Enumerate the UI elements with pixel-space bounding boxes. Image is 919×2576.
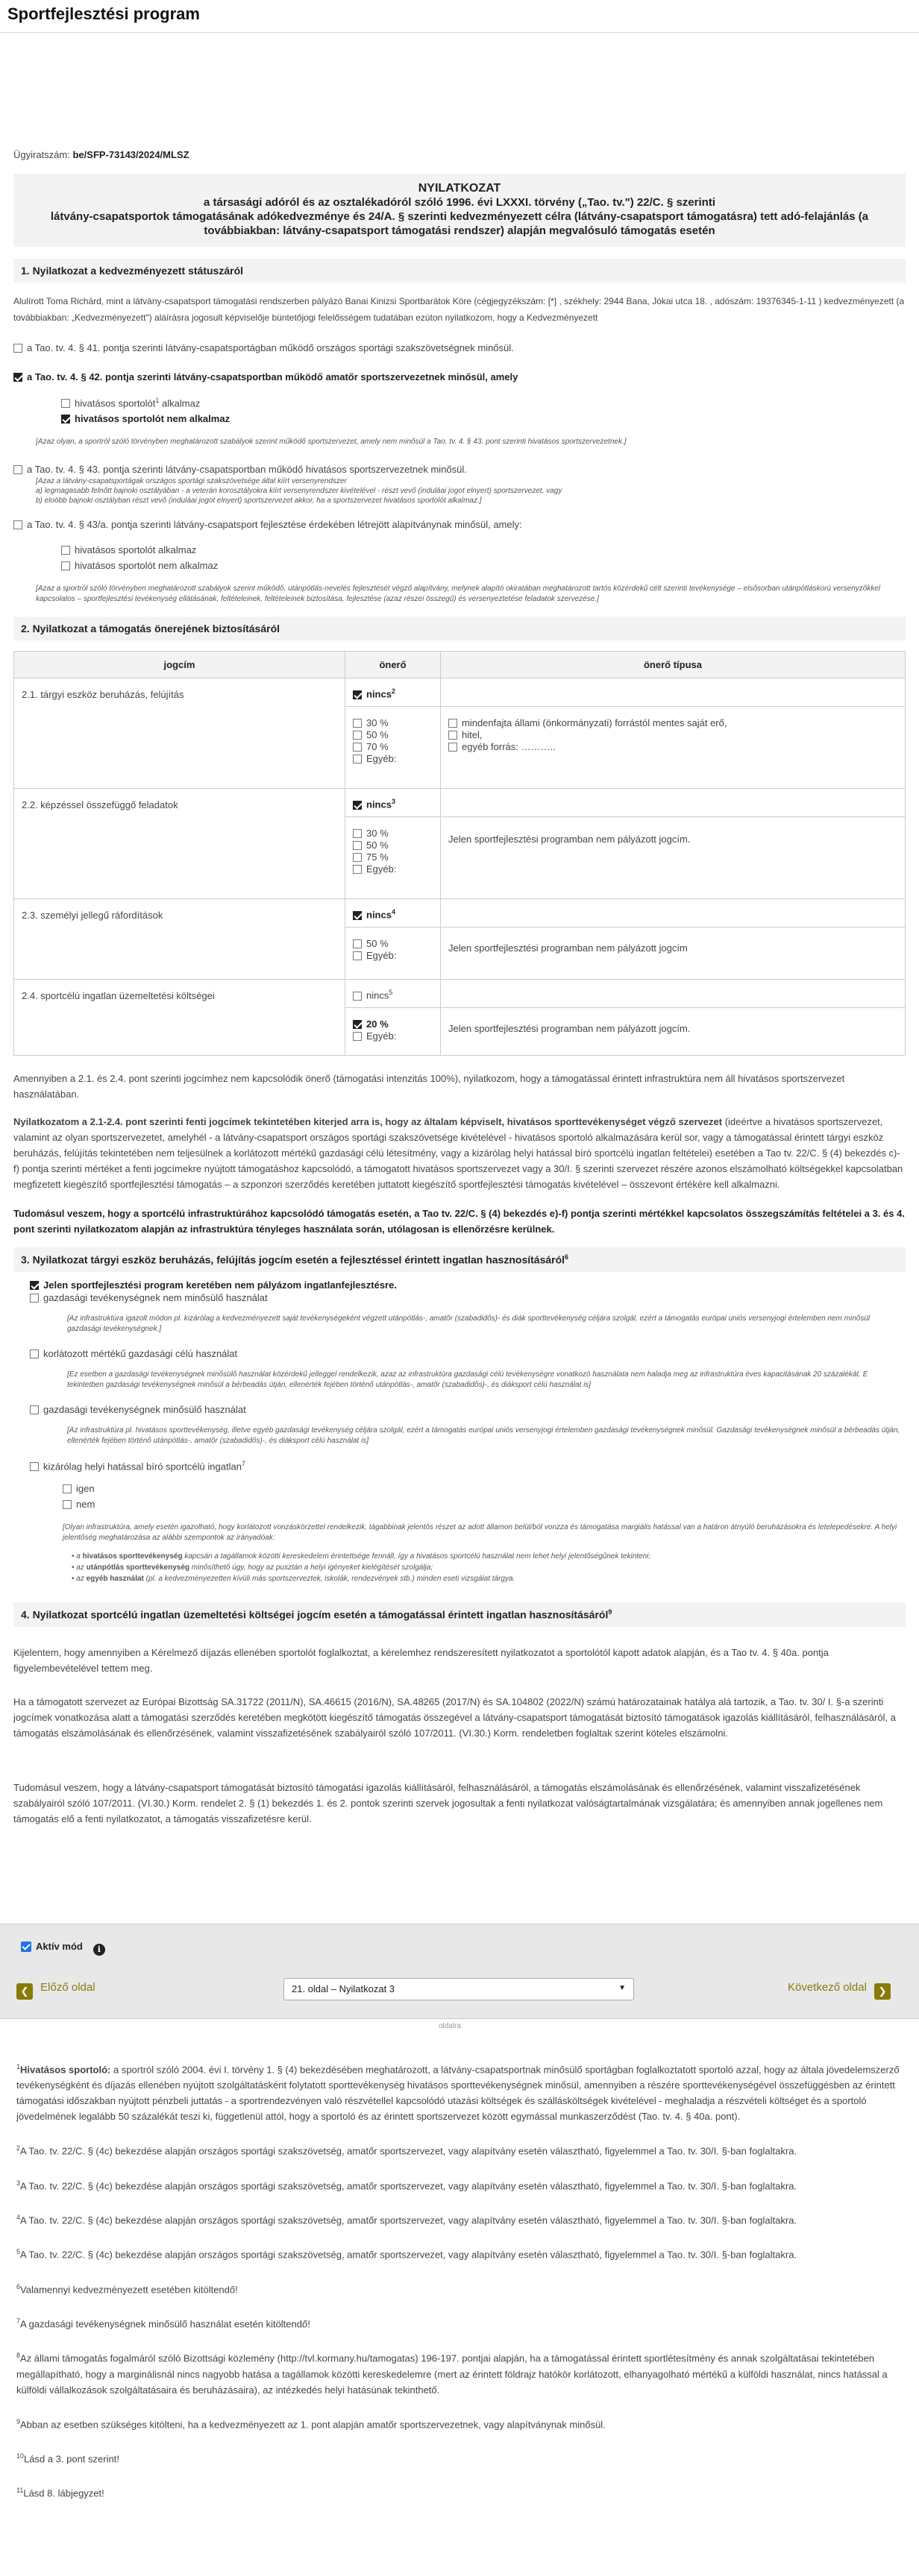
footnote-text: Abban az esetben szükséges kitölteni, ha a kedvezményezett az 1. pont alapján amatőr sportszervezetnek, vagy alapítványnak minősül. [20,2418,606,2430]
page-select-value: 21. oldal – Nyilatkozat 3 [292,1983,395,1994]
table-row [14,678,906,707]
row-name: 2.2. képzéssel összefüggő feladatok [14,789,345,899]
table-row [14,899,906,928]
footnote-number: 9 [16,2417,21,2425]
status-option-2[interactable] [13,371,906,382]
status-note-3a: [Azaz a látvány-csapatsportágak országos sportági szakszövetsége által kiírt versenyrendszer [36,477,347,486]
navigation-footer [0,1924,919,2019]
section-1-title: 1. Nyilatkozat a kedvezményezett státuszáról [13,259,906,283]
none-label: nincs [366,989,389,1001]
footnote-number: 3 [16,2179,21,2187]
status-note-3b: a) legmagasabb felnőtt bajnoki osztályában - a veterán korosztályokra kiírt versenyrendszer kivételével - részt vevő (induláai jogot elnyert) sportszervezet, vagy [36,487,562,496]
percent-label: 30 % [366,717,389,729]
footnote [16,2449,904,2466]
section-2-para-1: Amennyiben a 2.1. és 2.4. pont szerinti jogcímhez nem kapcsolódik önerő (támogatási intenzitás 100%), nyilatkozom, hogy a támogatással érintett infrastruktúra nem áll hivatásos sportszervezet használatában. [13,1073,845,1100]
checkbox[interactable] [353,719,362,728]
use-option-d2-label: nem [76,1499,95,1511]
status-option-2a[interactable]: hivatásos sportolót$^1$ alkalmaz [61,394,906,409]
status-option-3[interactable] [13,464,906,475]
percent-options [345,1008,441,1056]
top-bar [0,0,919,33]
col-header-tipus: önerő típusa [441,652,906,678]
bullet-rest: minősíthető úgy, hogy az pusztán a helyi igényeket kielégítését szolgálja; [189,1563,433,1572]
use-option-d1[interactable] [63,1482,906,1495]
footnote [16,2141,904,2158]
active-mode-checkbox[interactable] [21,1942,31,1952]
section-2-title: 2. Nyilatkozat a támogatás önerejének biztosításáról [13,617,906,640]
footnote-text: A Tao. tv. 22/C. § (4c) bekezdése alapján országos sportági szakszövetség, amatőr sportszervezet, vagy alapítvány esetén választható, figyelemmel a Tao. tv. 30/I. §-ban foglaltakra. [20,2179,797,2191]
percent-label: Egyéb: [366,753,397,765]
use-option-d1-label: igen [76,1483,95,1495]
footnote-text: Lásd a 3. pont szerint! [24,2453,119,2465]
next-page-button[interactable] [788,1981,891,2000]
source-label: mindenfajta állami (önkormányzati) forrástól mentes saját erő, [462,717,727,729]
footnote [16,2483,904,2501]
section-3-title-text: 3. Nyilatkozat tárgyi eszköz beruházás, felújítás jogcím esetén a fejlesztéssel érintett ingatlan hasznosításáról [21,1253,565,1266]
chevron-left-icon: ❮ [16,1983,33,2000]
footnote-text: A gazdasági tevékenységnek minősülő használat esetén kitöltendő! [20,2318,310,2330]
footnote-ref: 9 [608,1608,612,1616]
checkbox-checked[interactable] [353,801,362,810]
status-note-3c: b) eloöbb bajnoki osztályban részt vevő (induláai jogot elnyert) sportszervezet akkor, ha a sportszervezet hivatásos sportolót alkalmaz.] [36,497,482,506]
footnote-text: A Tao. tv. 22/C. § (4c) bekezdése alapján országos sportági szakszövetség, amatőr sportszervezet, vagy alapítvány esetén választható, figyelemmel a Tao. tv. 30/I. §-ban foglaltakra. [20,2214,797,2226]
page-select[interactable] [283,1978,634,2000]
checkbox[interactable] [13,344,22,353]
footnote-ref: 6 [565,1253,569,1262]
checkbox[interactable] [353,992,362,1001]
checkbox[interactable] [353,1032,362,1041]
status-option-1-label: a Tao. tv. 4. § 41. pontja szerinti látvány-csapatsportágban működő országos sportági szakszövetségnek minősül. [27,342,514,353]
footnote-number: 5 [16,2248,21,2256]
checkbox[interactable] [353,951,362,960]
footnote-number: 11 [16,2487,24,2495]
footnotes [16,2059,904,2501]
percent-label: 50 % [366,938,389,950]
list-item [72,1573,906,1584]
empty-cell [441,678,906,707]
status-option-1[interactable] [13,342,906,353]
none-label: nincs [366,688,392,700]
percent-option[interactable] [353,717,433,729]
not-applied-text: Jelen sportfejlesztési programban nem pályázott jogcím. [441,1008,906,1056]
percent-options [345,928,441,980]
footnote-ref: 2 [391,687,395,696]
source-option[interactable] [448,741,897,753]
percent-label: Egyéb: [366,1030,397,1042]
use-note-c: [Az infrastruktúra pl. hivatásos sporttevékenység, illetve egyéb gazdasági tevékenység céljára szolgál, ezért a támogatás európai uniós versenyjogi értelemben gazdasági tevékenységnek minősül. Gazdasági tevékenységnek minősül a bérbeadás útján, ellenérték fejében történő utánpótlás-, amatőr (szabadidős)-, és diáksport célú használat is] [67,1426,900,1445]
faded-label: oldalra [439,2022,462,2030]
status-option-2a-label: hivatásos sportolót [75,397,156,409]
footnote-text: Valamennyi kedvezményezett esetében kitöltendő! [20,2283,238,2295]
checkbox[interactable] [13,520,22,529]
use-note-b: [Ez esetben a gazdasági tevékenységnek minősülő használat közérdekű jelleggel rendelkezik, azaz az infrastruktúra gazdasági célú tevékenységre vonatkozó használata nem haladja meg az infrastruktúra éves kapacitásának 20 százalékát. E tekintetben gazdasági tevékenységnek minősül a bérbeadás útján, ellenérték fejében történő utánpótlás-, amatőr (szabadidős)-, és diáksport célú használat is] [67,1370,868,1389]
section-4-title [13,1602,906,1627]
section-2-para-2-bold: Nyilatkozatom a 2.1-2.4. pont szerinti fenti jogcímek tekintetében kiterjed arra is, hogy az általam képviselt, hivatásos sporttevékenységet végző szervezet [13,1116,723,1128]
no-property-option[interactable] [30,1279,906,1291]
checkbox[interactable] [353,743,362,752]
section-2-para-2 [13,1114,906,1192]
empty-cell [441,980,906,1008]
row-name: 2.3. személyi jellegű ráfordítások [14,899,345,980]
percent-option[interactable] [353,840,433,851]
checkbox[interactable] [353,939,362,948]
col-header-jogcim: jogcím [14,652,345,678]
source-options [441,707,906,789]
checkbox[interactable] [30,1405,39,1414]
checkbox[interactable] [353,853,362,862]
table-row [14,789,906,817]
checkbox[interactable] [353,731,362,740]
not-applied-text: Jelen sportfejlesztési programban nem pályázott jogcím [441,928,906,980]
active-mode-label: Aktív mód [36,1941,83,1952]
checkbox-checked[interactable] [30,1281,39,1290]
checkbox[interactable] [448,743,457,752]
checkbox-checked[interactable] [61,415,70,423]
percent-option[interactable] [353,753,433,765]
case-number-label: Ügyiratszám: [13,149,70,160]
status-option-4-label: a Tao. tv. 4. § 43/a. pontja szerinti látvány-csapatsport fejlesztése érdekében létrejött alapítványnak minősül, amely: [27,519,522,531]
section-4-para-1: Kijelentem, hogy amennyiben a Kérelmező díjazás ellenében sportolót foglalkoztat, a kérelemhez rendszeresített nyilatkozatot a sportolótól kapott adatok alapján, és a Tao tv. 4. § 40a. pontja figyelembevételével tettem meg. [13,1646,829,1674]
footnote-text: A Tao. tv. 22/C. § (4c) bekezdése alapján országos sportági szakszövetség, amatőr sportszervezet, vagy alapítvány esetén választható, figyelemmel a Tao. tv. 30/I. §-ban foglaltakra. [20,2249,797,2261]
status-option-2-label: a Tao. tv. 4. § 42. pontja szerinti látvány-csapatsportban működő amatőr sportszervezetnek minősül, amely [27,371,518,382]
prev-page-button[interactable] [16,1981,95,2000]
percent-label: 75 % [366,851,389,863]
not-applied-text: Jelen sportfejlesztési programban nem pályázott jogcím. [441,817,906,899]
checkbox-checked[interactable] [353,690,362,699]
footnote-ref: 3 [391,798,395,806]
list-item [72,1562,906,1573]
footnote-number: 7 [16,2317,21,2325]
footnote [16,2279,904,2297]
checkbox[interactable] [353,865,362,874]
percent-option[interactable] [353,1018,433,1030]
checkbox-checked[interactable] [13,373,22,382]
checkbox[interactable] [63,1500,72,1509]
status-option-2a-tail: alkalmaz [159,397,201,409]
checkbox-checked[interactable] [353,1020,362,1029]
source-label: egyéb forrás: ……….. [462,741,556,753]
section-2-para-2-rest: (ideértve a hivatásos sportszervezet, valamint az olyan sportszervezetet, amelyhél - a látvány-csapatsport országos sportági szakszövetsége kivételével - hivatásos sportoló alkalmazására kerül sor, vagy a támogatással érintett tárgyi eszköz beruházás, felújítás tekintetében nem teljesülnek a korlátozott mértékű gazdasági célú létesítmény, vagy a kizárólag helyi hatással bíró sportcélú ingatlan feltételei) esetében a Tao tv. 22/C. § (4) bekezdés c)-f) pontja szerinti mértéket a fenti jogcímekre nyújtott támogatáshoz kapcsolódó, a támogatott hivatásos sportszervezet vagy a 30/I. § szerinti szervezet részére azonos elszámolható költségekkel kapcsolatban megfizetett kiegészítő sportfejlesztési támogatás – a szponzori szerződés keretében juttatott kiegészítő sportfejlesztési támogatás kivételével – összevont értékére kell alkalmazni. [13,1116,903,1191]
declaration-subtitle-1: a társasági adóról és az osztalékadóról szóló 1996. évi LXXXI. törvény („Tao. tv.") 22/C. § szerinti [204,196,715,209]
no-property-label: Jelen sportfejlesztési program keretében nem pályázom ingatlanfejlesztésre. [43,1279,397,1291]
empty-cell [441,899,906,928]
checkbox[interactable] [13,465,22,474]
none-option[interactable] [345,899,441,928]
none-option[interactable] [345,980,441,1008]
percent-option[interactable] [353,729,433,741]
checkbox[interactable] [61,546,70,555]
percent-option[interactable] [353,938,433,950]
declaration-header [13,174,906,247]
use-option-b[interactable] [30,1348,906,1359]
section-4-para-3: Tudomásul veszem, hogy a látvány-csapatsport támogatását biztosító támogatási igazolás kiállításáról, felhasználásáról, a támogatás elszámolásának és ellenőrzésének, valamint visszafizetésének szabályairól szóló 107/2011. (VI.30.) Korm. rendelet 2. § (1) bekezdés 1. és 2. pontok szerinti szervek jogosultak a fenti nyilatkozat valóságtartalmának vizsgálatára; és amennyiben annak jogellenes nem támogatás elő a fenti nyilatkozatot, a támogatás visszafizetésre kerül. [13,1781,883,1824]
list-item: • a hivatásos sporttevékenység kapcsán a tagállamok közötti kereskedelem érintettsége fennáll, így a hivatásos sportcélú használat nem lehet helyi jelentőségűnek tekinteni; [72,1551,906,1562]
local-impact-bullets [72,1551,906,1584]
percent-label: Egyéb: [366,950,397,962]
checkbox[interactable] [63,1484,72,1493]
use-option-b-label: korlátozott mértékű gazdasági célú használat [43,1347,238,1359]
footnote-number: 10 [16,2451,25,2460]
percent-label: 30 % [366,828,389,840]
use-note-d: [Olyan infrastruktúra, amely esetén igazolható, hogy korlátozott vonzáskörzettel rendelkezik, tágabbinak jelentős részet az adott államon belül/ból vonzza és támogatása margiális hatással van a határon átnyúló beruházásokra és letelepedésekre. A helyi jelentőség meghatározása az alábbi szempontok az irányadóak: [63,1523,897,1543]
percent-label: 70 % [366,741,389,753]
status-option-2b[interactable] [61,412,906,425]
checkbox[interactable] [353,841,362,850]
none-option[interactable] [345,678,441,707]
info-icon[interactable]: i [93,1944,105,1956]
next-page-label: Következő oldal [788,1981,867,1994]
source-option[interactable] [448,717,897,729]
bullet-bold: utánpótlás sporttevékenység [86,1563,189,1572]
checkbox[interactable] [448,719,457,728]
active-mode-toggle[interactable] [21,1941,105,1956]
chevron-down-icon: ▼ [618,1984,626,1992]
use-option-a-label: gazdasági tevékenységnek nem minősülő használat [43,1291,268,1303]
percent-label: 20 % [366,1018,389,1030]
use-option-a[interactable] [30,1292,906,1303]
use-note-a: [Az infrastruktúra igazolt módon pl. kizárólag a kedvezményezett saját tevékenységeként végzett utánpótlás-, amatőr (szabadidős)- és diák sporttevékenység céljára szolgál, ezért a támogatás európai uniós versenyjogi értelemben nem minősül gazdasági tevékenységnek.] [67,1314,871,1333]
declaration-subtitle-2: látvány-csapatsportok támogatásának adókedvezménye és 24/A. § szerinti kedvezményezett célra (látvány-csapatsport támogatásra) tett adó-felajánlás (a továbbiakban: látvány-csapatsport támogatási rendszer) alapján megvalósuló támogatás esetén [50,210,869,237]
empty-cell [441,789,906,817]
status-option-4[interactable] [13,519,906,530]
table-row [14,980,906,1008]
footnote-ref: 5 [389,989,393,997]
section-1-intro: Alulírott Toma Richárd, mint a látvány-csapatsport támogatási rendszerben pályázó Banai Kinizsi Sportbarátok Köre (cégjegyzékszám: [*] , székhely: 2944 Bana, Jókai utca 18. , adószám: 19376345-1-11 ) kedvezményezett (a továbbiakban: „Kedvezményezett") aláírásra jogosult képviselője büntetőjogi felelősségem tudatában ezúton nyilatkozom, hogy a Kedvezményezett [13,296,905,323]
section-4-para-2: Ha a támogatott szervezet az Európai Bizottság SA.31722 (2011/N), SA.46615 (2016/N), SA.48265 (2017/N) és SA.104802 (2022/N) számú határozatainak hatálya alá tartozik, a Tao. tv. 30/ I. §-a szerinti jogcímek vonatkozása alatt a támogatási szerződés keretében megkötött kiegészítő támogatás összegével a látvány-csapatsport támogatását biztosító támogatások igazolás kiállításáról, felhasználásáról, a támogatás elszámolásának és ellenőrzésének, valamint visszafizetésének szabályairól szóló 107/2011. (VI.30.) Korm. rendeletben foglaltak szerint köteles elszámolni. [13,1695,896,1739]
use-option-c[interactable] [30,1404,906,1415]
footnote [16,2176,904,2194]
bullet-rest: (pl. a kedvezményezetten kívüli más sportszerveztek, iskolák, rendezvények stb.) minden eseti vizsgálat tárgya. [143,1575,515,1584]
percent-label: Egyéb: [366,863,397,875]
percent-options [345,817,441,899]
bullet-bold: egyéb használat [86,1575,144,1584]
footnote-number: 8 [16,2352,21,2360]
row-name: 2.1. tárgyi eszköz beruházás, felújítás [14,678,345,789]
footnote-ref: 7 [241,1459,245,1467]
declaration-title: NYILATKOZAT [418,182,501,195]
percent-option[interactable] [353,828,433,840]
checkbox[interactable] [448,731,457,740]
checkbox[interactable] [353,829,362,838]
percent-option[interactable] [353,741,433,753]
document-content [0,149,919,1824]
status-note-2: [Azaz olyan, a sportról szóló törvényben meghatározott szabályok szerint működő sportszervezet, amely nem minősül a Tao. tv. 4. § 43. pont szerinti hivatásos sportszervezetnek.] [36,438,627,447]
checkbox[interactable] [30,1350,39,1358]
footnote [16,2059,904,2124]
footnote-text: A Tao. tv. 22/C. § (4c) bekezdése alapján országos sportági szakszövetség, amatőr sportszervezet, vagy alapítvány esetén választható, figyelemmel a Tao. tv. 30/I. §-ban foglaltakra. [20,2145,797,2157]
bullet-pre: az [76,1563,87,1572]
checkbox[interactable] [30,1294,39,1303]
footnote [16,2314,904,2331]
percent-option[interactable] [353,851,433,863]
bullet-rest: kapcsán a tagállamok közötti kereskedelem érintettsége fennáll, így a hivatásos sportcélú használat nem lehet helyi jelentőségűnek tekinteni; [182,1552,651,1561]
checkbox[interactable] [353,755,362,763]
section-4-title-text: 4. Nyilatkozat sportcélú ingatlan üzemeltetési költségei jogcím esetén a támogatással érintett ingatlan hasznosításáról [21,1608,609,1621]
footnote-number: 6 [16,2282,21,2290]
status-option-4b[interactable] [61,559,906,572]
percent-option[interactable] [353,950,433,962]
status-option-4a[interactable] [61,544,906,556]
case-number-value: be/SFP-73143/2024/MLSZ [72,149,189,160]
percent-option[interactable] [353,863,433,875]
status-option-2b-label: hivatásos sportolót nem alkalmaz [75,413,230,425]
footnote-text: a sportról szóló 2004. évi I. törvény 1. § (4) bekezdésében meghatározott, a látvány-csapatsportnak minősülő sportágban foglalkoztatott sportoló azzal, hogy az általa jövedelemszerző tevékenységként és díjazás ellenében nyújtott szolgáltatásként folytatott sporttevékenység hivatásos sporttevékenységnek minősül, amennyiben a részére sporttevékenységével összefüggésben az érintett támogatási időszakban nyújtott pénzbeli juttatás - a sportrendezvényen való részvétellel kapcsolódó utazási költségek és szállásköltségek kivételével - meghaladja a részvételi költséget és a sportoló jövedelmének legalább 50 százalékát teszi ki, függetlenül attól, hogy a sportoló és az érintett sportszervezet között egymással munkaszerződést (Tao. tv. 4. § 40a. pont). [16,2064,900,2123]
footnote [16,2210,904,2228]
checkbox[interactable] [30,1462,39,1471]
use-option-d-label: kizárólag helyi hatással bíró sportcélú ingatlan [43,1461,242,1473]
source-option[interactable] [448,729,897,741]
use-option-c-label: gazdasági tevékenységnek minősülő használat [43,1403,246,1415]
footnote-text: Lásd 8. lábjegyzet! [23,2487,104,2499]
footnote-number: 1 [16,2063,21,2070]
footnote-text: Az állami támogatás fogalmáról szóló Bizottsági közlemény (http://tvl.kormany.hu/tamogatas) 196-197. pontjai alapján, ha a támogatással érintett sportlétesítmény és annak szolgáltatásai tekintetében megállapítható, hogy a marginálisnál nincs nagyobb hatása a tagállamok közötti kereskedelemre (mert az érintett földrajz hatókör korlátozott, elhanyagolható mértékű a külföldi használat, nincs hatással a külföldi vállalkozások szolgáltatásaira és beruházásaira), az intézkedés helyi hatásúnak tekinthető. [16,2352,888,2396]
col-header-onero: önerő [345,652,441,678]
status-option-3-label: a Tao. tv. 4. § 43. pontja szerinti látvány-csapatsportban működő hivatásos sportszervezetnek minősül. [27,464,467,476]
none-label: nincs [366,799,392,810]
footnote-number: 4 [16,2213,21,2221]
footnote [16,2244,904,2262]
app-title: Sportfejlesztési program [7,4,200,23]
footnote [16,2348,904,2397]
footnote [16,2414,904,2432]
none-option[interactable] [345,789,441,817]
own-contribution-table [13,651,906,1056]
section-2-para-3: Tudomásul veszem, hogy a sportcélú infrastruktúrához kapcsolódó támogatás esetén, a Tao tv. 22/C. § (4) bekezdés e)-f) pontja szerinti mértékkel kapcsolatos összegszámítás feltételei a 3. és 4. pont szerinti nyilatkozatom alapján az infrastruktúra tényleges használata során, utólagosan is ellenőrzésre kerülnek. [13,1208,905,1235]
checkbox-checked[interactable] [353,911,362,920]
footnote-bold: Hivatásos sportoló: [20,2064,111,2076]
bullet-pre: az [76,1575,87,1584]
footnote-ref: 4 [391,908,395,916]
footnote-number: 2 [16,2144,21,2153]
use-option-d[interactable] [30,1460,906,1472]
status-option-4a-label: hivatásos sportolót alkalmaz [75,544,197,556]
checkbox[interactable] [61,561,70,570]
checkbox[interactable] [61,399,70,408]
none-label: nincs [366,909,392,921]
status-note-4: [Azaz a sportról szóló törvényben meghatározott szabályok szerint működő, utánpótlás-nevelés fejlesztését végző alapítvány, melynek alapító okiratában meghatározott tartós közérdekű célt szerinti tevékenysége – elsősorban utánpótláskorú versenyzőkkel kapcsolatos – sportfejlesztési tevékenység ellátásának, feltételeinek, feltételeinek biztosítása, fejlesztése (azaz részei összegű) és versenyeztetése feladatok szervezése.] [36,585,881,604]
section-3-title [13,1247,906,1272]
case-number [13,149,906,160]
bullet-bold: hivatásos sporttevékenység [82,1552,183,1561]
row-name: 2.4. sportcélú ingatlan üzemeltetési költségei [14,980,345,1056]
percent-option[interactable] [353,1030,433,1042]
use-option-d2[interactable] [63,1498,906,1511]
chevron-right-icon: ❯ [874,1983,891,2000]
source-label: hitel, [462,729,483,741]
status-option-4b-label: hivatásos sportolót nem alkalmaz [75,560,219,572]
percent-label: 50 % [366,729,389,741]
percent-label: 50 % [366,840,389,851]
prev-page-label: Előző oldal [40,1981,95,1994]
percent-options [345,707,441,789]
